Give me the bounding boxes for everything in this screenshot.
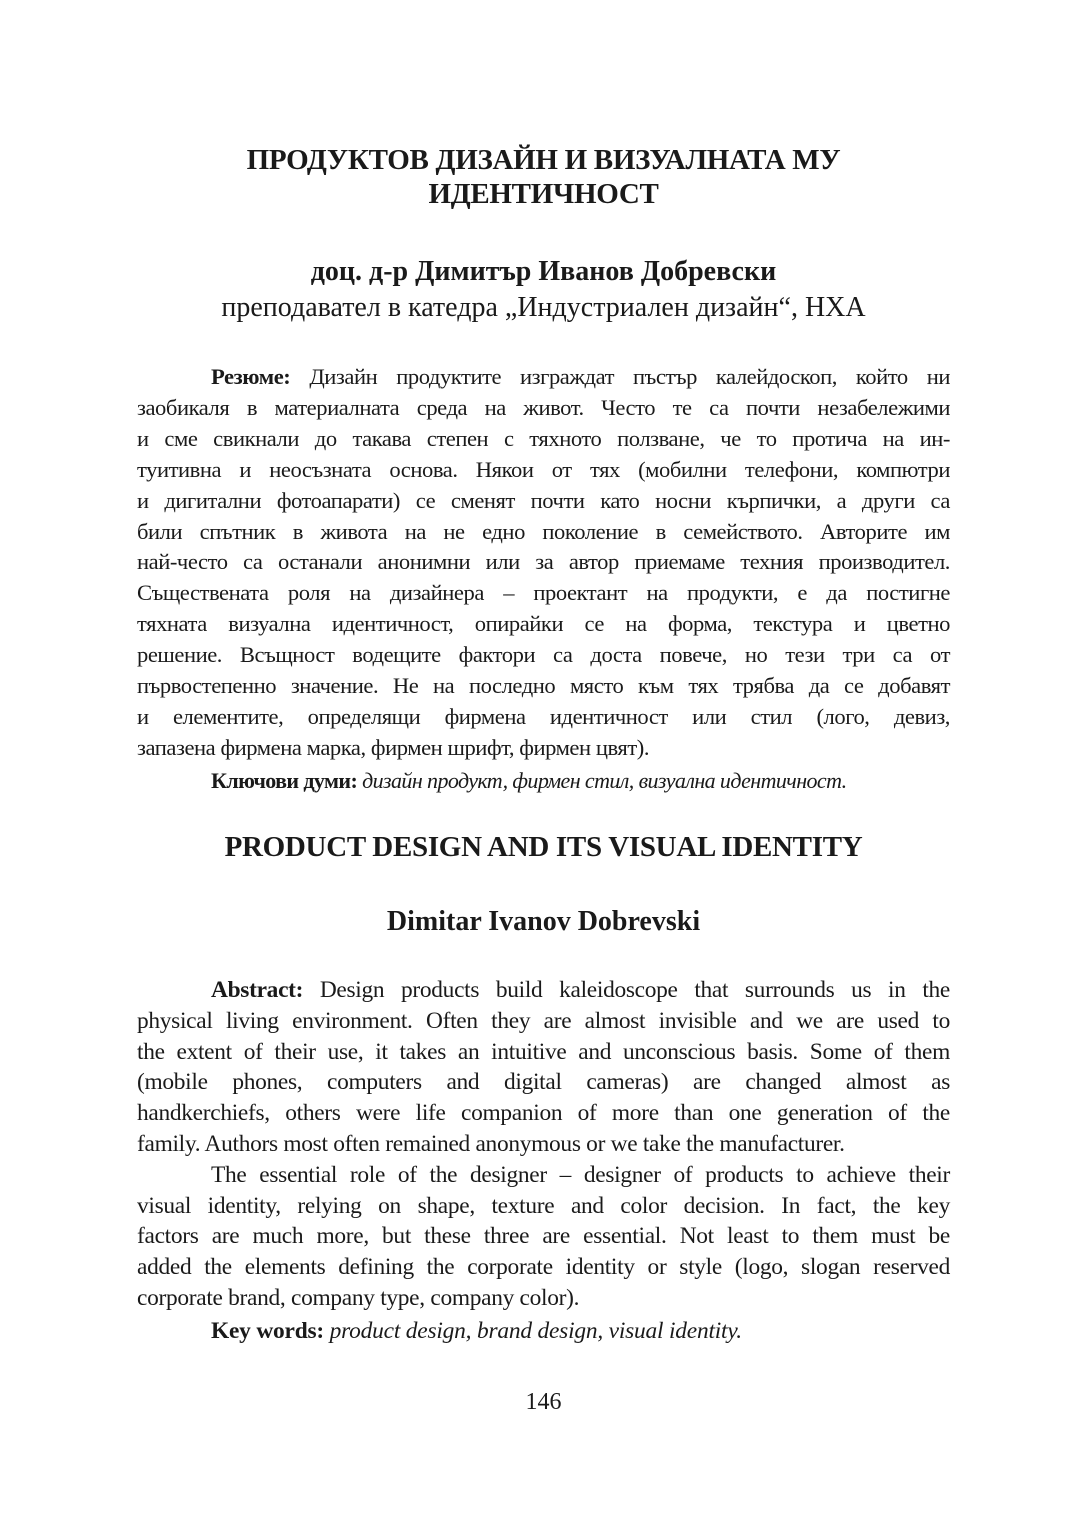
- abstract-bg-line: запазена фирмена марка, фирмен шрифт, фирмен цвят).: [137, 734, 650, 760]
- title-bg-line-1: ПРОДУКТОВ ДИЗАЙН И ВИЗУАЛНАТА МУ: [246, 144, 841, 176]
- abstract-en-line: handkerchiefs, others were life companion of more than one generation of the: [137, 1100, 950, 1127]
- title-bg-line-2: ИДЕНТИЧНОСТ: [428, 178, 659, 210]
- abstract-en-line: (mobile phones, computers and digital cameras) are changed almost as: [137, 1069, 950, 1096]
- keywords-bulgarian: [211, 766, 847, 796]
- keywords-bg-text: дизайн продукт, фирмен стил, визуална идентичност.: [357, 768, 847, 793]
- abstract-bg-line: заобикаля в материалната среда на живот. Често те са почти незабележими: [137, 394, 950, 420]
- abstract-bg-line: и сме свикнали до такава степен с тяхното ползване, че то протича на ин-: [137, 425, 950, 451]
- abstract-bg-label: Резюме:: [211, 364, 291, 389]
- title-bulgarian: [137, 143, 950, 211]
- abstract-en-line: the extent of their use, it takes an intuitive and unconscious basis. Some of them: [137, 1038, 950, 1065]
- abstract-en-line: physical living environment. Often they are almost invisible and we are used to: [137, 1007, 950, 1034]
- abstract-en-line: added the elements defining the corporate identity or style (logo, slogan reserved: [137, 1254, 950, 1281]
- abstract-bg-line: решение. Всъщност водещите фактори са доста повече, но тези три са от: [137, 642, 950, 668]
- abstract-bg-line: туитивна и неосъзната основа. Някои от тях (мобилни телефони, компютри: [137, 456, 950, 482]
- abstract-bg-line: първостепенно значение. Не на последно място към тях трябва да се добавят: [137, 673, 950, 699]
- abstract-en-line: Abstract: Design products build kaleidoscope that surrounds us in the: [211, 977, 950, 1003]
- abstract-en-line: The essential role of the designer – designer of products to achieve their: [211, 1161, 950, 1188]
- abstract-en-line: corporate brand, company type, company color).: [137, 1284, 580, 1311]
- abstract-en-label: Abstract:: [211, 977, 304, 1003]
- keywords-bg-label: Ключови думи:: [211, 768, 358, 793]
- abstract-en-line: visual identity, relying on shape, texture and color decision. In fact, the key: [137, 1192, 950, 1219]
- abstract-bulgarian: [137, 362, 950, 764]
- keywords-english: [211, 1316, 742, 1347]
- abstract-bg-line: били спътник в живота на не едно поколение в семейството. Авторите им: [137, 518, 950, 544]
- author-affiliation: преподавател в катедра „Индустриален дизайн“, НХА: [221, 292, 866, 323]
- abstract-bg-line: най-често са останали анонимни или за автор приемаме техния производител.: [137, 549, 950, 575]
- abstract-bg-line: Резюме: Дизайн продуктите изграждат пъстър калейдоскоп, който ни: [211, 364, 950, 389]
- keywords-en-label: Key words:: [211, 1318, 324, 1344]
- abstract-bg-line: и елементите, определящи фирмена идентичност или стил (лого, девиз,: [137, 703, 950, 729]
- keywords-en-text: product design, brand design, visual identity.: [324, 1318, 742, 1344]
- abstract-bg-line: и дигитални фотоапарати) се сменят почти като носни кърпички, а други са: [137, 487, 950, 513]
- title-english: PRODUCT DESIGN AND ITS VISUAL IDENTITY: [224, 831, 863, 863]
- abstract-bg-line: Съществената роля на дизайнера – проектант на продукти, е да постигне: [137, 580, 950, 606]
- abstract-bg-line: тяхната визуална идентичност, опирайки се на форма, текстура и цветно: [137, 611, 950, 637]
- page-number: 146: [525, 1389, 562, 1415]
- author-english: Dimitar Ivanov Dobrevski: [386, 906, 701, 937]
- abstract-en-line: factors are much more, but these three are essential. Not least to them must be: [137, 1223, 950, 1250]
- author-bulgarian: доц. д-р Димитър Иванов Добревски: [310, 256, 777, 287]
- abstract-en-line: family. Authors most often remained anonymous or we take the manufacturer.: [137, 1130, 845, 1157]
- abstract-english: [137, 975, 950, 1314]
